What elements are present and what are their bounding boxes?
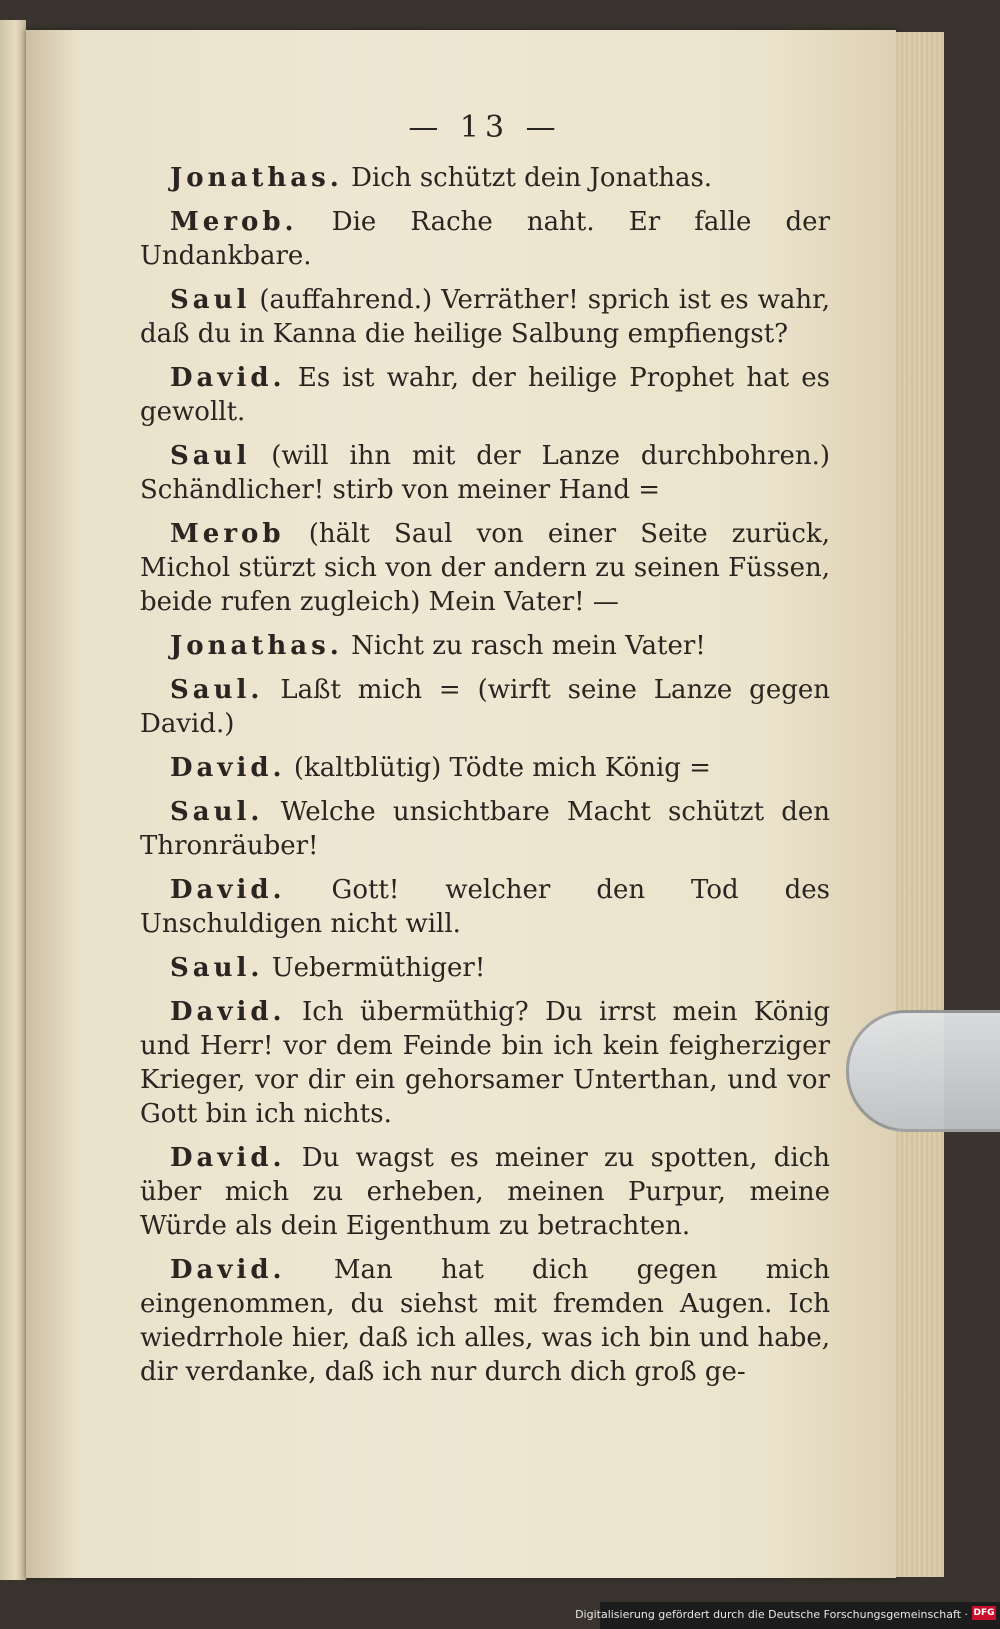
paragraph xyxy=(140,439,830,507)
dialogue-text: Dich schützt dein Jonathas. xyxy=(342,163,713,193)
paragraph xyxy=(140,673,830,741)
paragraph xyxy=(140,161,830,195)
paragraph xyxy=(140,1141,830,1243)
speaker: Saul. xyxy=(170,675,264,705)
left-facing-page xyxy=(0,20,26,1580)
speaker: Saul xyxy=(170,285,251,315)
speaker: Saul. xyxy=(170,797,264,827)
paragraph xyxy=(140,361,830,429)
paragraph xyxy=(140,995,830,1131)
dialogue-text: Du wagst es meiner zu spotten, dich über mich zu erheben, meinen Purpur, meine Würde als dein Eigenthum zu betrachten. xyxy=(140,1143,830,1241)
speaker: David. xyxy=(170,753,286,783)
dialogue-text: (will ihn mit der Lanze durchbohren.) Schändlicher! stirb von meiner Hand = xyxy=(140,441,830,505)
dialogue-text: Man hat dich gegen mich eingenommen, du siehst mit fremden Augen. Ich wiedrrhole hier, daß ich alles, was ich bin und habe, dir verdanke, daß ich nur durch dich groß ge- xyxy=(140,1255,830,1387)
speaker: Saul xyxy=(170,441,251,471)
dialogue-text: Uebermüthiger! xyxy=(263,953,486,983)
page-number: — 13 — xyxy=(408,110,562,145)
speaker: David. xyxy=(170,1143,286,1173)
page-edges xyxy=(896,32,944,1577)
dialogue-text: Nicht zu rasch mein Vater! xyxy=(342,631,706,661)
dialogue-text: (auffahrend.) Verräther! sprich ist es wahr, daß du in Kanna die heilige Salbung empfiengst? xyxy=(140,285,830,349)
dialogue-text: Laßt mich = (wirft seine Lanze gegen David.) xyxy=(140,675,830,739)
dialogue-text: Welche unsichtbare Macht schützt den Thronräuber! xyxy=(140,797,830,861)
paragraph xyxy=(140,629,830,663)
speaker: David. xyxy=(170,363,286,393)
speaker: David. xyxy=(170,1255,286,1285)
dialogue-text: (kaltblütig) Tödte mich König = xyxy=(285,753,711,783)
speaker: Jonathas. xyxy=(170,163,343,193)
dialogue-text: Es ist wahr, der heilige Prophet hat es gewollt. xyxy=(140,363,830,427)
speaker: Saul. xyxy=(170,953,264,983)
paragraph xyxy=(140,873,830,941)
speaker: Jonathas. xyxy=(170,631,343,661)
paragraph xyxy=(140,951,830,985)
footer-credit: Digitalisierung gefördert durch die Deutsche Forschungsgemeinschaft · xyxy=(575,1608,968,1621)
speaker: David. xyxy=(170,875,286,905)
paragraph xyxy=(140,205,830,273)
dialogue-text: Ich übermüthig? Du irrst mein König und Herr! vor dem Feinde bin ich kein feigherziger Krieger, vor dir ein gehorsamer Unterthan, und vor Gott bin ich nichts. xyxy=(140,997,830,1129)
paragraph xyxy=(140,751,830,785)
page-clip xyxy=(846,1010,1000,1132)
dfg-logo-icon: DFG xyxy=(973,1608,995,1618)
speaker: Merob xyxy=(170,519,285,549)
paragraph xyxy=(140,283,830,351)
dialogue-text: (hält Saul von einer Seite zurück, Michol stürzt sich von der andern zu seinen Füssen, beide rufen zugleich) Mein Vater! — xyxy=(140,519,830,617)
page-text xyxy=(140,100,830,1399)
speaker: Merob. xyxy=(170,207,298,237)
paragraph xyxy=(140,517,830,619)
paragraph xyxy=(140,795,830,863)
speaker: David. xyxy=(170,997,286,1027)
paragraph xyxy=(140,1253,830,1389)
dialogue-text: Die Rache naht. Er falle der Undankbare. xyxy=(140,207,830,271)
dialogue-text: Gott! welcher den Tod des Unschuldigen nicht will. xyxy=(140,875,830,939)
